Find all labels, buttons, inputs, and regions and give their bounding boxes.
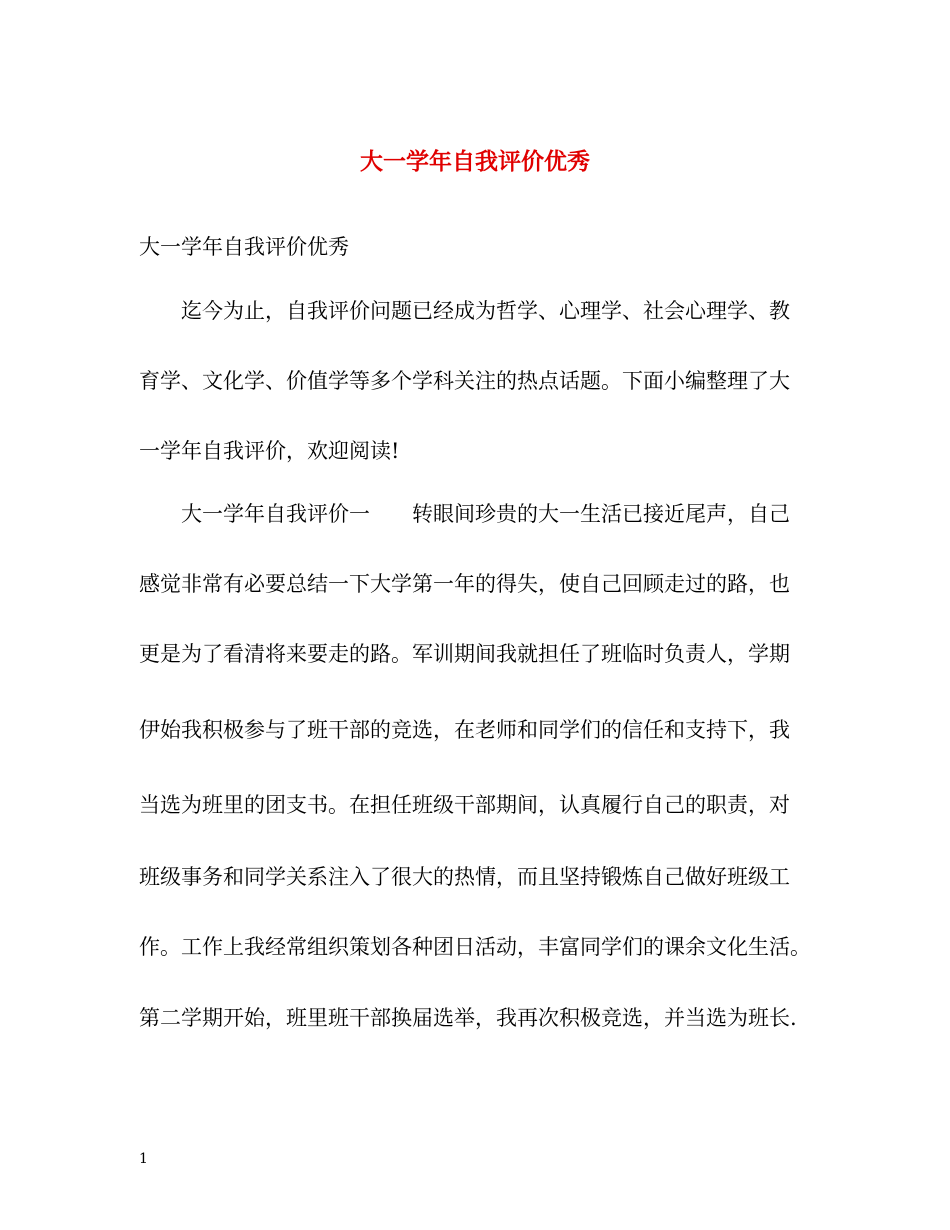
section-first-line-text: 转眼间珍贵的大一生活已接近尾声，自己 [412,502,790,526]
body-line-5: 班级事务和同学关系注入了很大的热情，而且坚持锻炼自己做好班级工 [139,865,790,889]
section-first-line [181,499,790,529]
intro-line-3: 一学年自我评价，欢迎阅读! [139,439,400,463]
body-line-1: 感觉非常有必要总结一下大学第一年的得失，使自己回顾走过的路，也 [139,572,790,596]
body-line-4: 当选为班里的团支书。在担任班级干部期间，认真履行自己的职责，对 [139,793,790,817]
body-line-3: 伊始我积极参与了班干部的竞选，在老师和同学们的信任和支持下，我 [139,718,790,742]
intro-line-2: 育学、文化学、价值学等多个学科关注的热点话题。下面小编整理了大 [139,369,790,393]
body-line-6: 作。工作上我经常组织策划各种团日活动，丰富同学们的课余文化生活。 [139,935,811,959]
page-number: 1 [139,1151,148,1167]
body-line-2: 更是为了看清将来要走的路。军训期间我就担任了班临时负责人，学期 [139,642,790,666]
intro-line-1: 迄今为止，自我评价问题已经成为哲学、心理学、社会心理学、教 [181,299,790,323]
body-line-7: 第二学期开始，班里班干部换届选举，我再次积极竞选，并当选为班长. [139,1006,797,1030]
document-subtitle: 大一学年自我评价优秀 [139,235,349,259]
section-heading: 大一学年自我评价一 [181,502,370,526]
document-title: 大一学年自我评价优秀 [360,148,590,175]
